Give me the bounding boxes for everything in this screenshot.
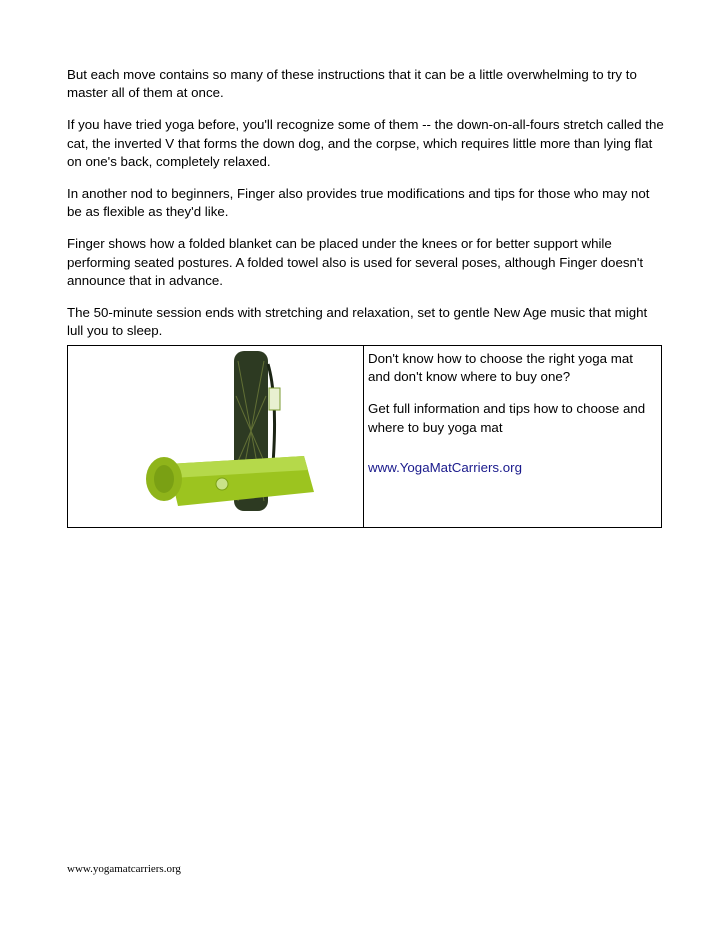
paragraph: The 50-minute session ends with stretching and relaxation, set to gentle New Age music that might lull you to sleep. — [67, 305, 648, 339]
paragraph: If you have tried yoga before, you'll recognize some of them -- the down-on-all-fours stretch called the cat, the inverted V that forms the down dog, and the corpse, which requires little more than lying flat on one's back, completely relaxed. — [67, 117, 664, 169]
paragraph: Finger shows how a folded blanket can be placed under the knees or for better support while performing seated postures. A folded towel also is used for several poses, although Finger doesn't announce that in advance. — [67, 236, 644, 288]
ad-question: Don't know how to choose the right yoga mat and don't know where to buy one? — [368, 351, 633, 385]
ad-info: Get full information and tips how to choose and where to buy yoga mat — [368, 401, 646, 435]
footer-url: www.yogamatcarriers.org — [67, 863, 181, 875]
paragraph: But each move contains so many of these instructions that it can be a little overwhelming to try to master all of them at once. — [67, 67, 637, 101]
article-body — [67, 66, 667, 354]
ad-link[interactable]: www.YogaMatCarriers.org — [368, 459, 522, 475]
yoga-mat-icon — [68, 346, 364, 527]
yoga-mat-image — [68, 346, 364, 527]
ad-table — [67, 345, 662, 528]
ad-text — [364, 346, 661, 527]
paragraph: In another nod to beginners, Finger also provides true modifications and tips for those who may not be as flexible as they'd like. — [67, 186, 650, 220]
